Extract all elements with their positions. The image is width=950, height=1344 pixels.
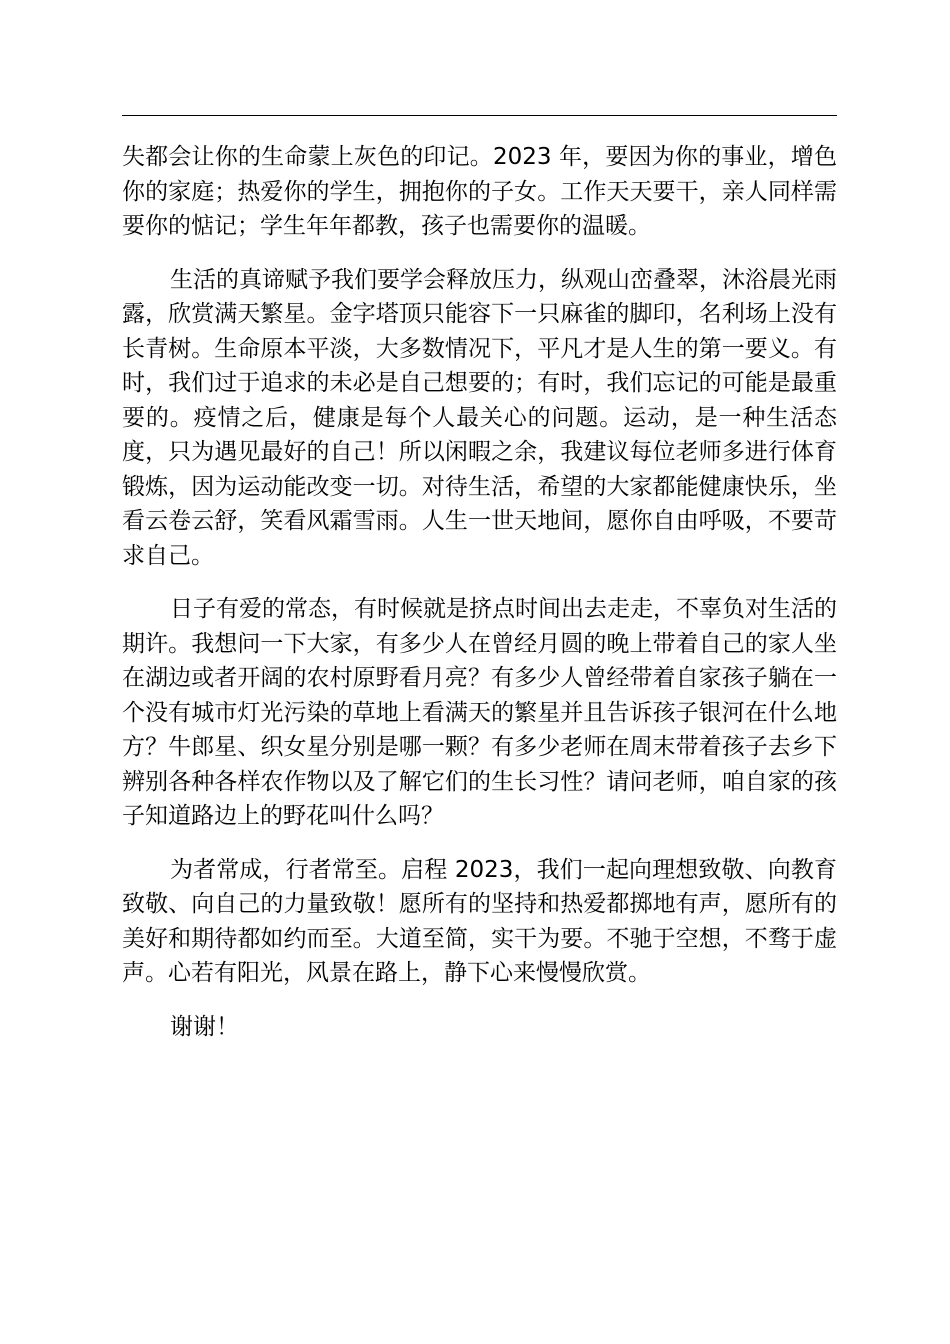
paragraph-continuation: 失都会让你的生命蒙上灰色的印记。2023 年，要因为你的事业，增色你的家庭；热爱你的学生，拥抱你的子女。工作天天要干，亲人同样需要你的惦记；学生年年都教，孩子也需要你的温暖。	[122, 144, 837, 239]
paragraph-closing-call: 为者常成，行者常至。启程 2023，我们一起向理想致敬、向教育致敬、向自己的力量致敬！愿所有的坚持和热爱都掷地有声，愿所有的美好和期待都如约而至。大道至简，实干为要。不驰于空想，不骛于虚声。心若有阳光，风景在路上，静下心来慢慢欣赏。	[122, 856, 837, 986]
paragraph-life-truth: 生活的真谛赋予我们要学会释放压力，纵观山峦叠翠，沐浴晨光雨露，欣赏满天繁星。金字塔顶只能容下一只麻雀的脚印，名利场上没有长青树。生命原本平淡，大多数情况下，平凡才是人生的第一要义。有时，我们过于追求的未必是自己想要的；有时，我们忘记的可能是最重要的。疫情之后，健康是每个人最关心的问题。运动，是一种生活态度，只为遇见最好的自己！所以闲暇之余，我建议每位老师多进行体育锻炼，因为运动能改变一切。对待生活，希望的大家都能健康快乐，坐看云卷云舒，笑看风霜雪雨。人生一世天地间，愿你自由呼吸，不要苛求自己。	[122, 266, 837, 569]
document-body	[122, 140, 837, 1063]
paragraph-thanks: 谢谢！	[170, 1013, 239, 1040]
paragraph-days-with-love: 日子有爱的常态，有时候就是挤点时间出去走走，不辜负对生活的期许。我想问一下大家，有多少人在曾经月圆的晚上带着自己的家人坐在湖边或者开阔的农村原野看月亮？有多少人曾经带着自家孩子躺在一个没有城市灯光污染的草地上看满天的繁星并且告诉孩子银河在什么地方？牛郎星、织女星分别是哪一颗？有多少老师在周末带着孩子去乡下辨别各种各样农作物以及了解它们的生长习性？请问老师，咱自家的孩子知道路边上的野花叫什么吗？	[122, 596, 837, 829]
header-rule	[122, 115, 837, 116]
